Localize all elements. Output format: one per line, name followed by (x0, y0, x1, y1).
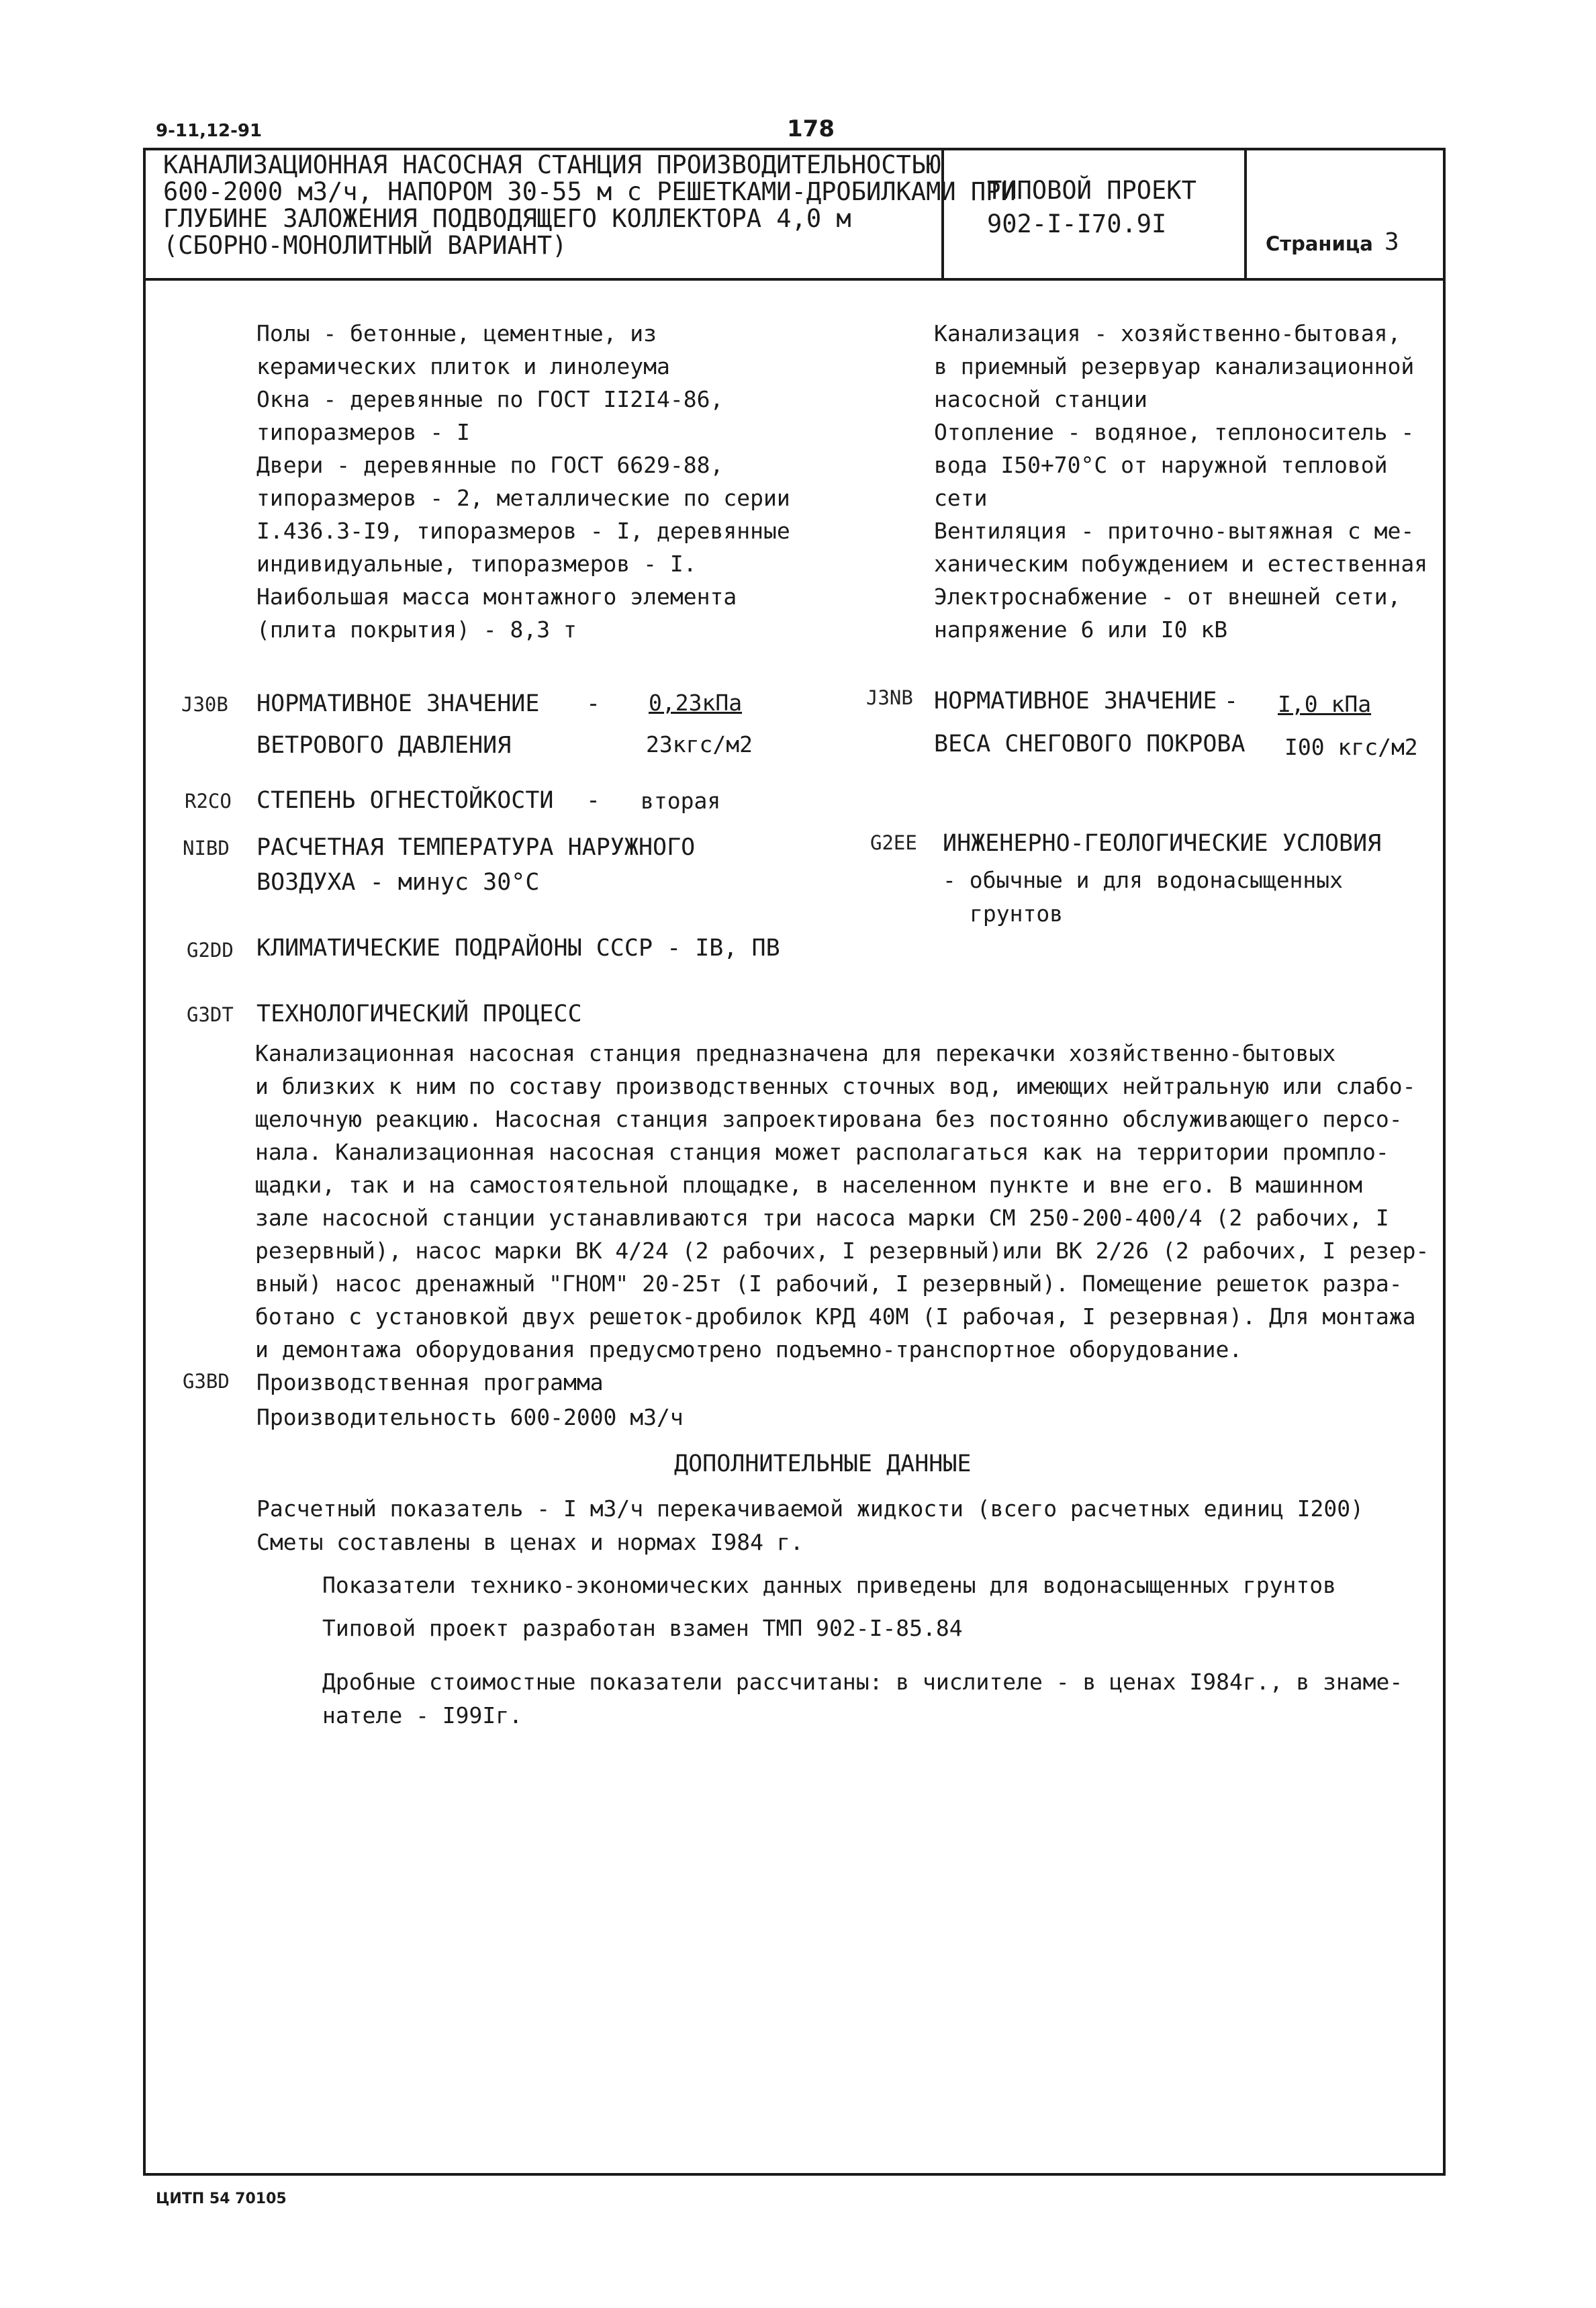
left-line: индивидуальные, типоразмеров - I. (256, 551, 697, 577)
footer-code: ЦИТП 54 70105 (156, 2190, 287, 2207)
additional-line-3: Показатели технико-экономических данных приведены для водонасыщенных грунтов (322, 1572, 1336, 1598)
climate-code: G2DD (187, 939, 234, 962)
geology-label: ИНЖЕНЕРНО-ГЕОЛОГИЧЕСКИЕ УСЛОВИЯ (943, 830, 1382, 857)
right-line: ханическим побуждением и естественная (934, 551, 1428, 577)
document-code: 9-11,12-91 (156, 121, 263, 141)
snow-code: J3NB (866, 686, 913, 709)
additional-heading: ДОПОЛНИТЕЛЬНЫЕ ДАННЫЕ (674, 1450, 972, 1477)
process-line: нала. Канализационная насосная станция может располагаться как на территории промпло- (255, 1139, 1389, 1165)
right-line: Отопление - водяное, теплоноситель - (934, 419, 1415, 445)
project-label: ТИПОВОЙ ПРОЕКТ (987, 176, 1196, 205)
stamp-title-line-3: ГЛУБИНЕ ЗАЛОЖЕНИЯ ПОДВОДЯЩЕГО КОЛЛЕКТОРА 4,0 м (163, 204, 851, 233)
stamp-title-line-4: (СБОРНО-МОНОЛИТНЫЙ ВАРИАНТ) (163, 231, 567, 260)
process-line: Канализационная насосная станция предназначена для перекачки хозяйственно-бытовых (255, 1040, 1336, 1066)
process-line: резервный), насос марки ВК 4/24 (2 рабочих, I резервный)или ВК 2/26 (2 рабочих, I резер- (255, 1238, 1429, 1264)
header-divider-2 (1244, 148, 1247, 279)
temperature-label: РАСЧЕТНАЯ ТЕМПЕРАТУРА НАРУЖНОГО (256, 834, 696, 861)
left-line: Наибольшая масса монтажного элемента (256, 584, 737, 610)
right-line: Канализация - хозяйственно-бытовая, (934, 320, 1401, 347)
process-line: и демонтажа оборудования предусмотрено подъемно-транспортное оборудование. (255, 1336, 1243, 1363)
wind-code: J30B (181, 693, 228, 716)
geology-code: G2EE (870, 831, 917, 854)
process-line: и близких к ним по составу производственных сточных вод, имеющих нейтральную или слабо- (255, 1073, 1416, 1099)
program-code: G3BD (183, 1370, 230, 1393)
snow-value-kgs: I00 кгс/м2 (1284, 734, 1418, 760)
left-line: I.436.3-I9, типоразмеров - I, деревянные (256, 518, 790, 544)
fire-label: СТЕПЕНЬ ОГНЕСТОЙКОСТИ (256, 787, 554, 814)
header-divider-1 (941, 148, 944, 279)
right-line: вода I50+70°С от наружной тепловой (934, 452, 1388, 478)
right-characteristics (934, 317, 1444, 646)
right-line: насосной станции (934, 386, 1147, 412)
temperature-value: ВОЗДУХА - минус 30°С (256, 869, 540, 896)
process-line: щадки, так и на самостоятельной площадке, в населенном пункте и вне его. В машинном (255, 1172, 1363, 1198)
wind-value-kpa: 0,23кПа (649, 690, 743, 716)
temperature-code: NIBD (183, 837, 230, 860)
stamp-title (163, 150, 1016, 260)
header-bottom-line (143, 278, 1446, 281)
fire-value: вторая (641, 788, 721, 814)
climate-label: КЛИМАТИЧЕСКИЕ ПОДРАЙОНЫ СССР - IB, ПВ (256, 935, 780, 962)
wind-dash: - (586, 690, 601, 717)
snow-label-2: ВЕСА СНЕГОВОГО ПОКРОВА (934, 731, 1246, 757)
left-line: Окна - деревянные по ГОСТ II2I4-86, (256, 386, 724, 412)
process-description (255, 1037, 1429, 1366)
wind-label-1: НОРМАТИВНОЕ ЗНАЧЕНИЕ (256, 690, 540, 717)
right-line: Вентиляция - приточно-вытяжная с ме- (934, 518, 1415, 544)
page-number: 178 (787, 116, 835, 142)
project-number: 902-I-I70.9I (987, 210, 1167, 238)
fire-code: R2CO (185, 790, 232, 813)
stamp-title-line-2: 600-2000 м3/ч, НАПОРОМ 30-55 м с РЕШЕТКАМИ-ДРОБИЛКАМИ ПРИ (163, 177, 1016, 206)
program-heading: Производственная программа (256, 1369, 604, 1395)
fire-dash: - (586, 787, 601, 814)
process-heading: ТЕХНОЛОГИЧЕСКИЙ ПРОЦЕСС (256, 1001, 582, 1027)
additional-line-1: Расчетный показатель - I м3/ч перекачиваемой жидкости (всего расчетных единиц I200) (256, 1495, 1364, 1522)
snow-value-kpa: I,0 кПа (1278, 691, 1372, 717)
right-line: сети (934, 485, 988, 511)
left-characteristics (256, 317, 928, 646)
process-code: G3DT (187, 1003, 234, 1026)
process-line: ботано с установкой двух решеток-дробилок КРД 40М (I рабочая, I резервная). Для монтажа (255, 1303, 1416, 1330)
right-line: в приемный резервуар канализационной (934, 353, 1415, 379)
wind-label-2: ВЕТРОВОГО ДАВЛЕНИЯ (256, 732, 512, 759)
right-line: напряжение 6 или I0 кВ (934, 616, 1228, 643)
left-line: Двери - деревянные по ГОСТ 6629-88, (256, 452, 724, 478)
left-line: типоразмеров - I (256, 419, 470, 445)
left-line: типоразмеров - 2, металлические по серии (256, 485, 790, 511)
left-line: (плита покрытия) - 8,3 т (256, 616, 577, 643)
program-capacity: Производительность 600-2000 м3/ч (256, 1404, 684, 1430)
additional-line-5: Дробные стоимостные показатели рассчитаны: в числителе - в ценах I984г., в знаме- (322, 1669, 1403, 1695)
process-line: вный) насос дренажный "ГНОМ" 20-25т (I рабочий, I резервный). Помещение решеток разра- (255, 1271, 1403, 1297)
stamp-title-line-1: КАНАЛИЗАЦИОННАЯ НАСОСНАЯ СТАНЦИЯ ПРОИЗВОДИТЕЛЬНОСТЬЮ (163, 150, 941, 179)
process-line: зале насосной станции устанавливаются три насоса марки СМ 250-200-400/4 (2 рабочих, I (255, 1205, 1389, 1231)
geology-line-2: - обычные и для водонасыщенных (943, 867, 1344, 893)
additional-line-4: Типовой проект разработан взамен ТМП 902-I-85.84 (322, 1615, 963, 1641)
additional-line-6: нателе - I99Iг. (322, 1702, 523, 1728)
snow-dash: - (1224, 688, 1239, 714)
wind-value-kgs: 23кгс/м2 (646, 731, 753, 757)
left-line: керамических плиток и линолеума (256, 353, 670, 379)
page-label: Страница (1266, 232, 1373, 255)
geology-line-3: грунтов (970, 901, 1064, 927)
left-line: Полы - бетонные, цементные, из (256, 320, 657, 347)
page-value: 3 (1384, 228, 1399, 256)
right-line: Электроснабжение - от внешней сети, (934, 584, 1401, 610)
additional-line-2: Сметы составлены в ценах и нормах I984 г. (256, 1529, 804, 1555)
process-line: щелочную реакцию. Насосная станция запроектирована без постоянно обслуживающего персо- (255, 1106, 1403, 1132)
snow-label-1: НОРМАТИВНОЕ ЗНАЧЕНИЕ (934, 688, 1217, 714)
